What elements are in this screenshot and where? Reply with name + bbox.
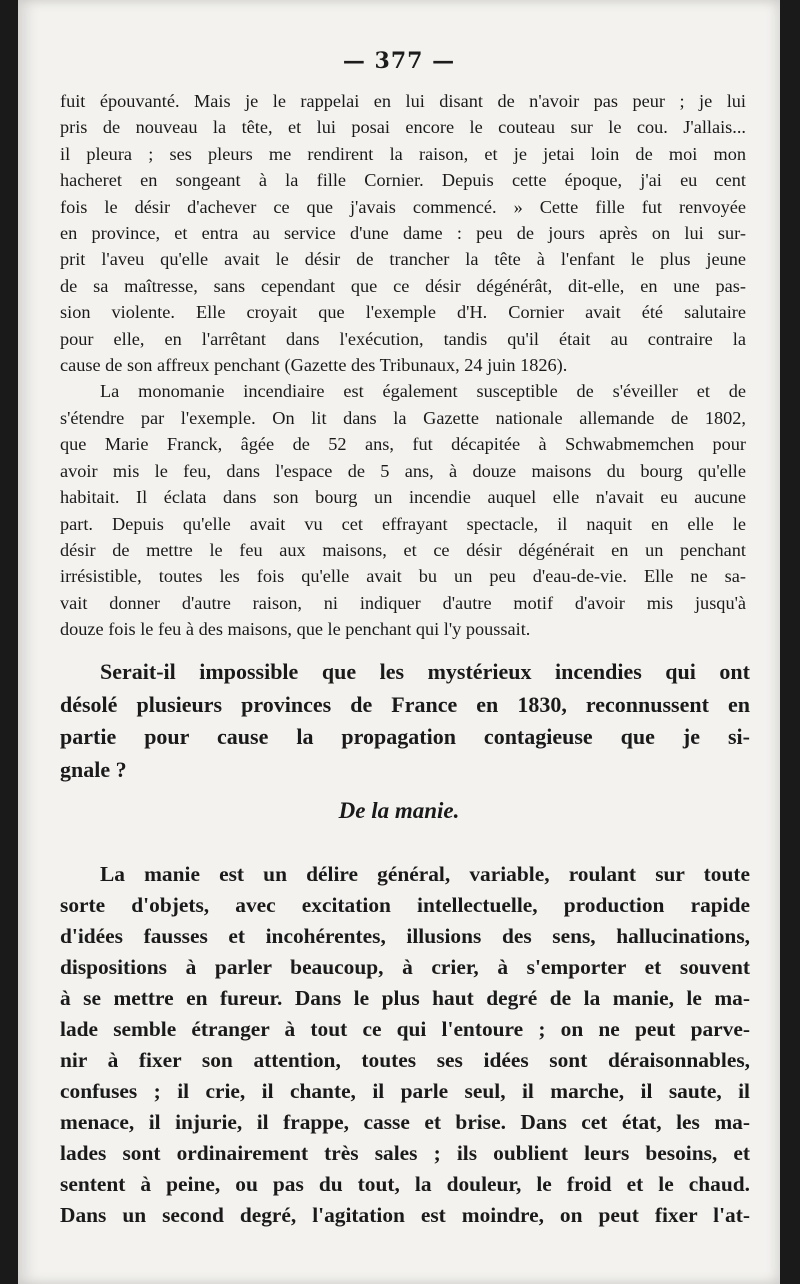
- text-line: désolé plusieurs provinces de France en 1830, reconnussent en: [60, 691, 750, 717]
- text-line: lade semble étranger à tout ce qui l'entoure ; on ne peut parve-: [60, 1017, 750, 1041]
- text-line: La monomanie incendiaire est également susceptible de s'éveiller et de: [100, 381, 746, 402]
- text-line: prit l'aveu qu'elle avait le désir de trancher la tête à l'enfant le plus jeune: [60, 249, 746, 270]
- text-line: gnale ?: [60, 756, 127, 782]
- text-line: hacheret en songeant à la fille Cornier. Depuis cette époque, j'ai eu cent: [60, 170, 746, 191]
- text-line: vait donner d'autre raison, ni indiquer d'autre motif d'avoir mis jusqu'à: [60, 592, 746, 613]
- text-line: sentent à peine, ou pas du tout, la douleur, le froid et le chaud.: [60, 1172, 750, 1196]
- text-line: douze fois le feu à des maisons, que le penchant qui l'y poussait.: [60, 619, 531, 640]
- text-line: irrésistible, toutes les fois qu'elle avait bu un peu d'eau-de-vie. Elle ne sa-: [60, 566, 746, 587]
- text-line: lades sont ordinairement très sales ; ils oublient leurs besoins, et: [60, 1141, 750, 1165]
- text-line: Dans un second degré, l'agitation est moindre, on peut fixer l'at-: [60, 1203, 750, 1227]
- body-paragraph-large: [60, 656, 750, 786]
- text-line: désir de mettre le feu aux maisons, et ce désir dégénérait en un penchant: [60, 539, 746, 560]
- page-number: — 377 —: [342, 48, 456, 74]
- text-line: Serait-il impossible que les mystérieux incendies qui ont: [100, 659, 750, 684]
- text-line: partie pour cause la propagation contagieuse que je si-: [60, 724, 750, 749]
- body-paragraphs-small: [60, 88, 746, 643]
- text-line: La manie est un délire général, variable, roulant sur toute: [100, 862, 750, 886]
- text-line: à se mettre en fureur. Dans le plus haut degré de la manie, le ma-: [60, 986, 750, 1010]
- text-line: avoir mis le feu, dans l'espace de 5 ans, à douze maisons du bourg qu'elle: [60, 460, 746, 481]
- text-line: confuses ; il crie, il chante, il parle seul, il marche, il saute, il: [60, 1079, 750, 1103]
- manie-paragraph: [60, 859, 750, 1231]
- text-line: cause de son affreux penchant (Gazette des Tribunaux, 24 juin 1826).: [60, 355, 568, 376]
- text-line: part. Depuis qu'elle avait vu cet effrayant spectacle, il naquit en elle le: [60, 513, 746, 534]
- text-line: que Marie Franck, âgée de 52 ans, fut décapitée à Schwabmemchen pour: [60, 434, 746, 455]
- text-line: dispositions à parler beaucoup, à crier, à s'emporter et souvent: [60, 955, 750, 979]
- text-line: s'étendre par l'exemple. On lit dans la Gazette nationale allemande de 1802,: [60, 407, 746, 428]
- text-line: habitait. Il éclata dans son bourg un incendie auquel elle n'avait eu aucune: [60, 487, 746, 508]
- text-line: menace, il injurie, il frappe, casse et brise. Dans cet état, les ma-: [60, 1110, 750, 1134]
- text-line: il pleura ; ses pleurs me rendirent la raison, et je jetai loin de moi mon: [60, 143, 746, 164]
- text-line: sorte d'objets, avec excitation intellectuelle, production rapide: [60, 893, 750, 917]
- book-page: [18, 0, 780, 1284]
- text-line: pour elle, en l'arrêtant dans l'exécution, tandis qu'il était au contraire la: [60, 328, 746, 349]
- text-line: pris de nouveau la tête, et lui posai encore le couteau sur le cou. J'allais...: [60, 117, 746, 138]
- text-line: de sa maîtresse, sans cependant que ce désir dégénérât, dit-elle, en une pas-: [60, 275, 746, 296]
- text-line: d'idées fausses et incohérentes, illusions des sens, hallucinations,: [60, 924, 750, 948]
- text-line: en province, et entra au service d'une dame : peu de jours après on lui sur-: [60, 223, 746, 244]
- text-line: sion violente. Elle croyait que l'exemple d'H. Cornier avait été salutaire: [60, 302, 746, 323]
- text-line: nir à fixer son attention, toutes ses idées sont déraisonnables,: [60, 1048, 750, 1072]
- section-heading: De la manie.: [338, 798, 460, 823]
- text-line: fuit épouvanté. Mais je le rappelai en lui disant de n'avoir pas peur ; je lui: [60, 91, 746, 111]
- text-line: fois le désir d'achever ce que j'avais commencé. » Cette fille fut renvoyée: [60, 196, 746, 217]
